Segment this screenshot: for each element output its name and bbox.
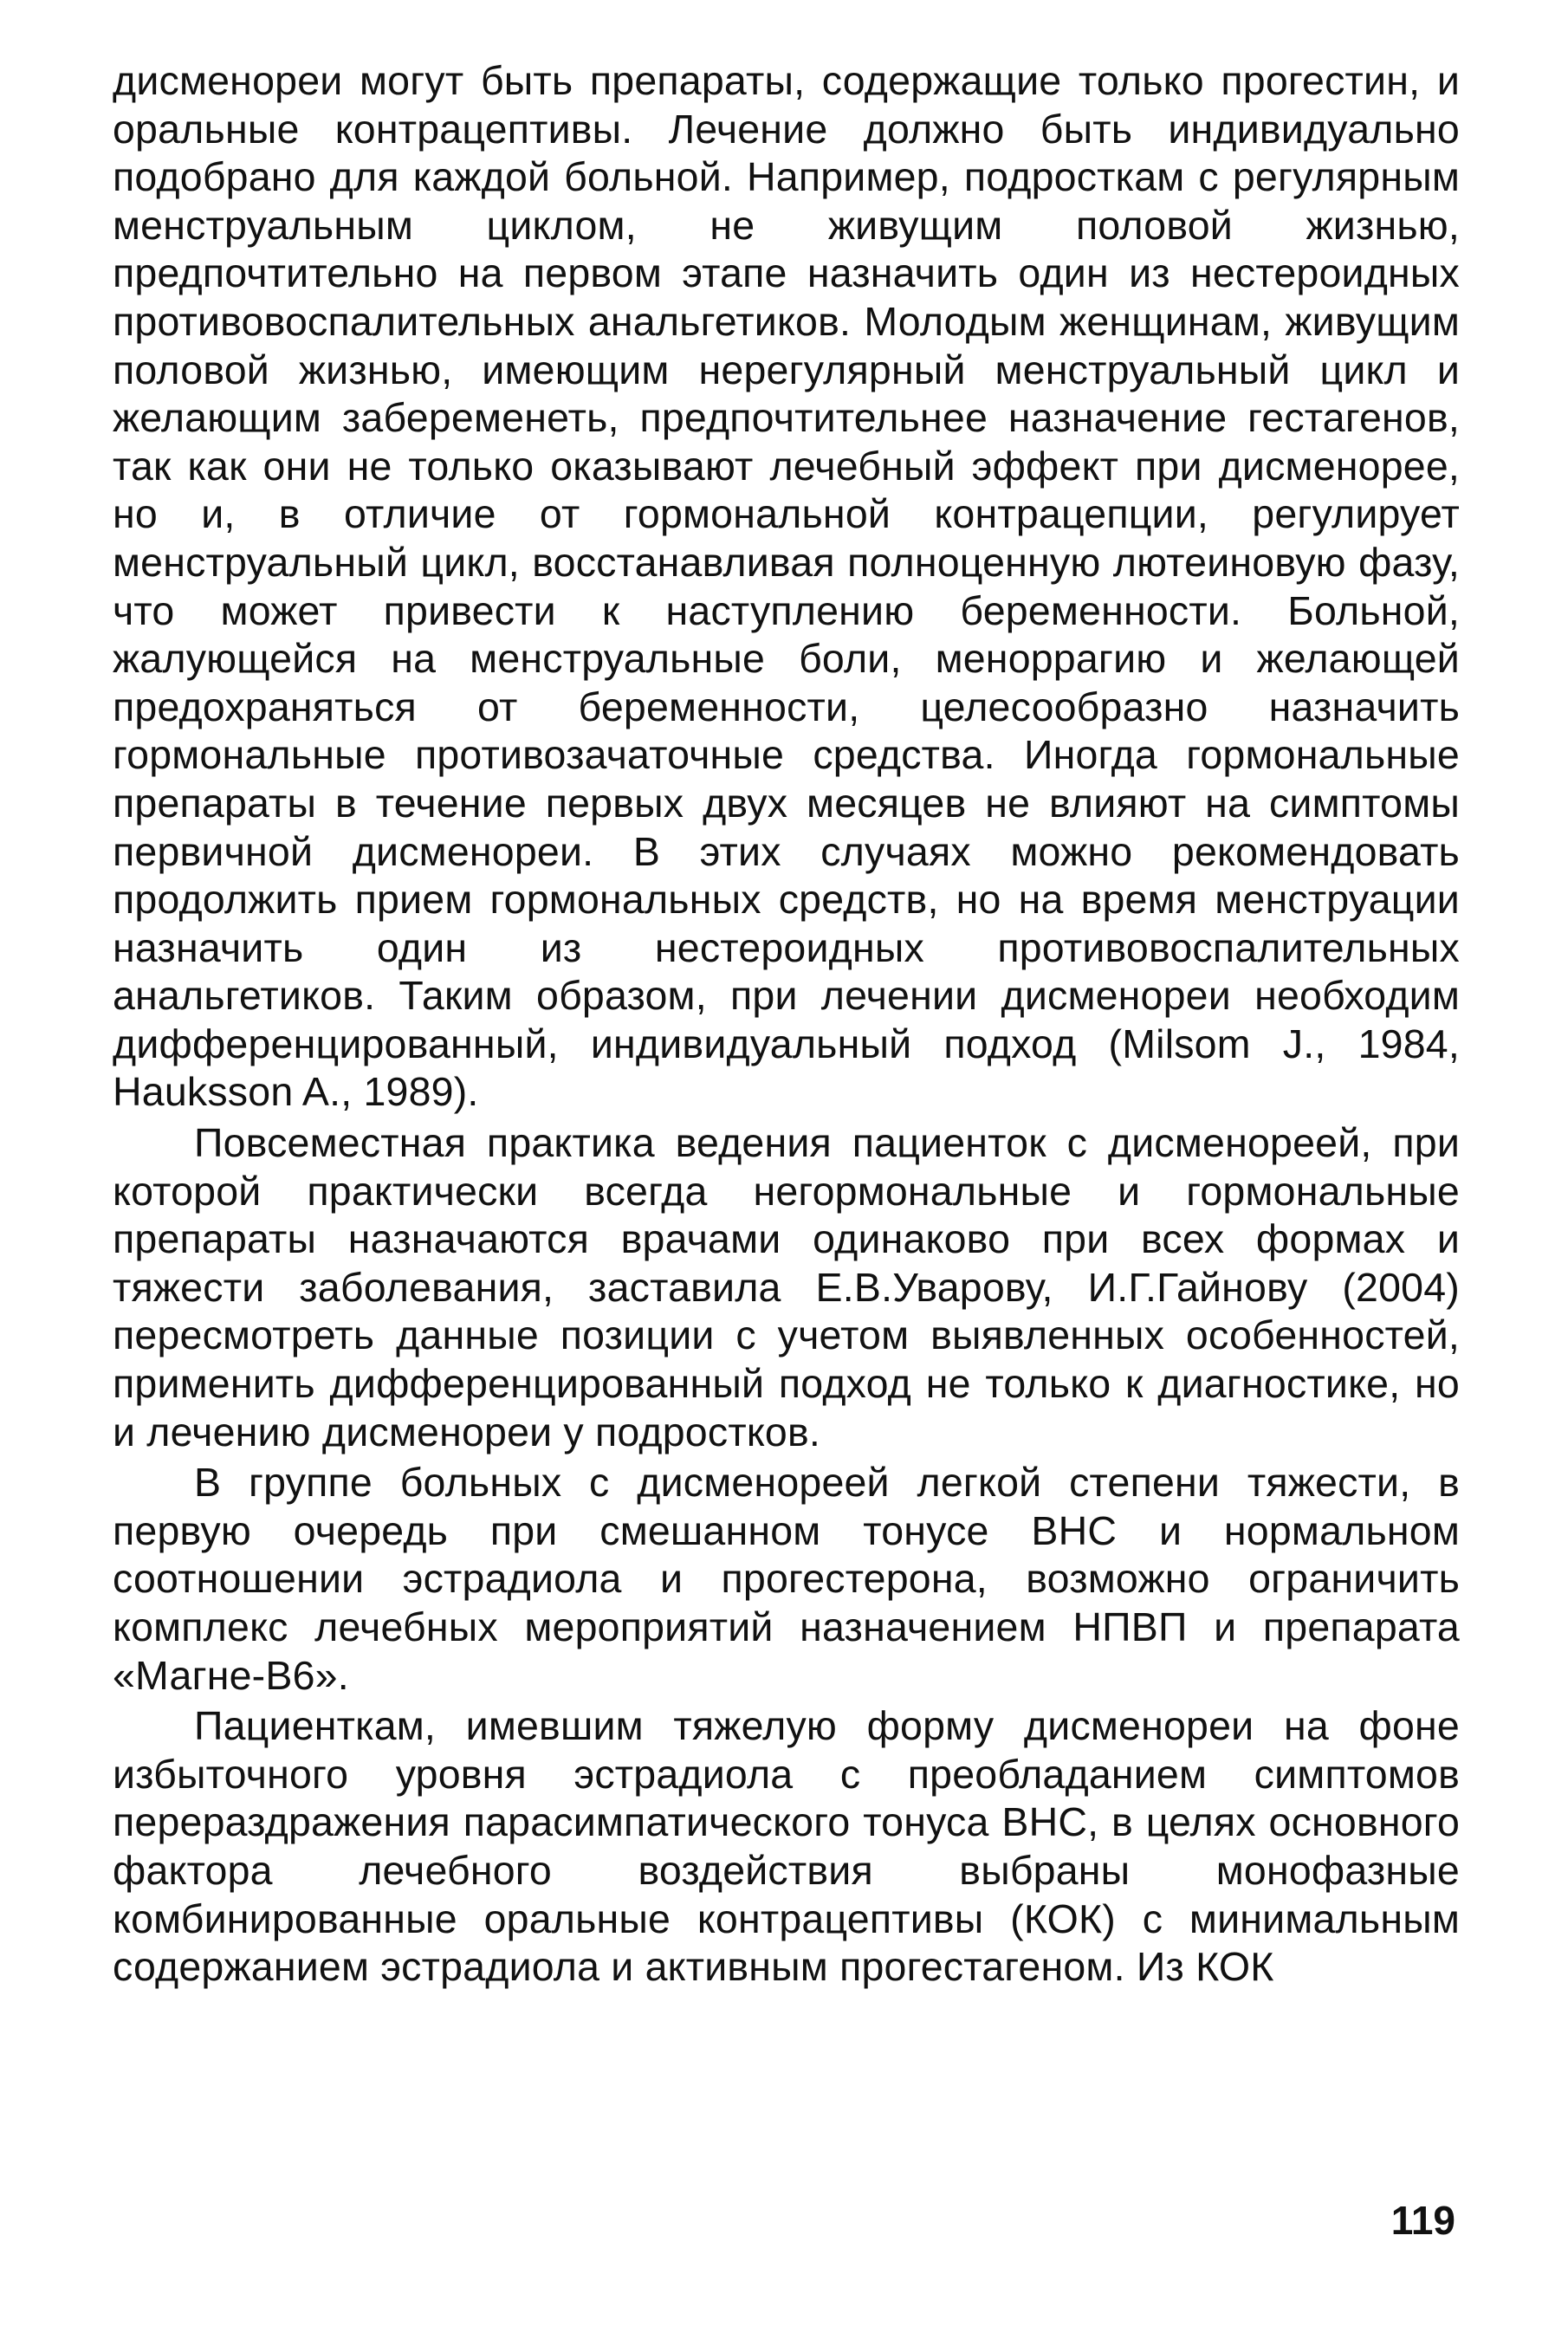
page-number: 119 [1390,2198,1455,2243]
paragraph-1: дисменореи могут быть препараты, содержащие только прогестин, и оральные контрацептивы. Лечение должно быть индивидуально подобрано для каждой больной. Например, подросткам с регулярным менструальным циклом, не живущим половой жизнью, предпочтительно на первом этапе назначить один из нестероидных противовоспалительных анальгетиков. Молодым женщинам, живущим половой жизнью, имеющим нерегулярный менструальный цикл и желающим забеременеть, предпочтительнее назначение гестагенов, так как они не только оказывают лечебный эффект при дисменорее, но и, в отличие от гормональной контрацепции, регулирует менструальный цикл, восстанавливая полноценную лютеиновую фазу, что может привести к наступлению беременности. Больной, жалующейся на менструальные боли, меноррагию и желающей предохраняться от беременности, целесообразно назначить гормональные противозачаточные средства. Иногда гормональные препараты в течение первых двух месяцев не влияют на симптомы первичной дисменореи. В этих случаях можно рекомендовать продолжить прием гормональных средств, но на время менструации назначить один из нестероидных противовоспалительных анальгетиков. Таким образом, при лечении дисменореи необходим дифференцированный, индивидуальный подход (Milsom J., 1984, Hauksson A., 1989). [113,58,1460,1115]
paragraph-4: Пациенткам, имевшим тяжелую форму дисменореи на фоне избыточного уровня эстрадиола с преобладанием симптомов перераздражения парасимпатического тонуса ВНС, в целях основного фактора лечебного воздействия выбраны монофазные комбинированные оральные контрацептивы (КОК) с минимальным содержанием эстрадиола и активным прогестагеном. Из КОК [113,1703,1460,1990]
page-body [113,57,1460,1992]
paragraph-2: Повсеместная практика ведения пациенток с дисменореей, при которой практически всегда негормональные и гормональные препараты назначаются врачами одинаково при всех формах и тяжести заболевания, заставила Е.В.Уварову, И.Г.Гайнову (2004) пересмотреть данные позиции с учетом выявленных особенностей, применить дифференцированный подход не только к диагностике, но и лечению дисменореи у подростков. [113,1120,1460,1455]
paragraph-3: В группе больных с дисменореей легкой степени тяжести, в первую очередь при смешанном тонусе ВНС и нормальном соотношении эстрадиола и прогестерона, возможно ограничить комплекс лечебных мероприятий назначением НПВП и препарата «Магне-В6». [113,1460,1460,1698]
